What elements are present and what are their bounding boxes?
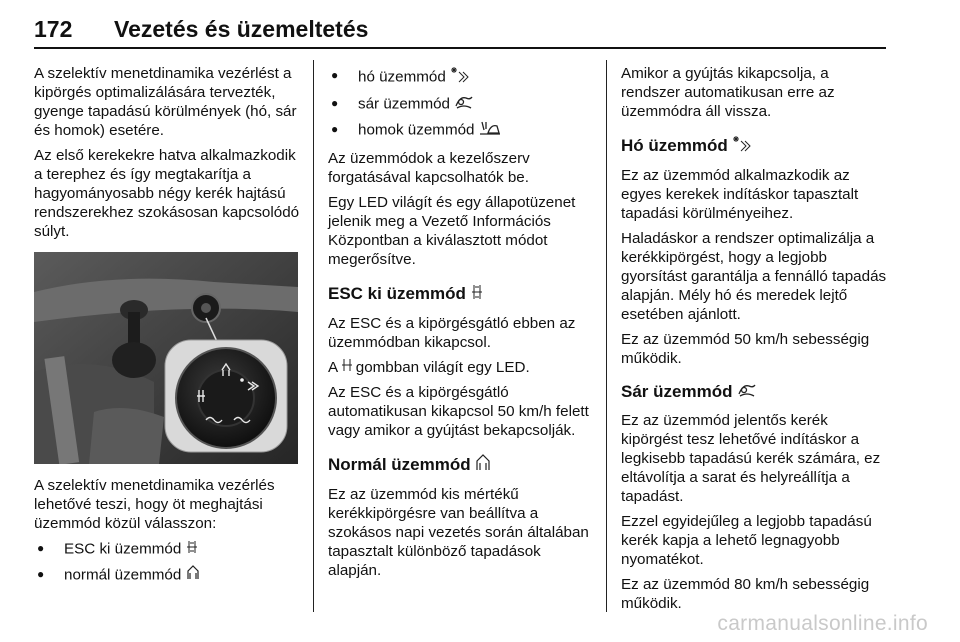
ignition-paragraph: Amikor a gyújtás kikapcsolja, a rendszer automatikusan erre az üzemmódra áll vissza. [621,65,835,120]
modes-knob-paragraph: Az üzemmódok a kezelőszerv forgatásával kapcsolhatók be. [328,150,530,186]
snow-mode-paragraph-3: Ez az üzemmód 50 km/h sebességig működik. [621,331,870,367]
normal-mode-heading: Normál üzemmód [328,454,594,477]
normal-mode-icon [186,565,200,586]
five-modes-paragraph: A szelektív menetdinamika vezérlés lehetővé teszi, hogy öt meghajtási üzemmód közül válasszon: [34,477,275,532]
snow-mode-icon [732,135,752,158]
mud-mode-heading: Sár üzemmód [621,382,889,403]
esc-off-paragraph-2: A gombban világít egy LED. [328,359,530,376]
column-divider-1 [313,60,314,612]
mud-mode-icon [454,94,474,115]
esc-off-icon [186,539,198,560]
column-3 [621,64,889,619]
mode-list-1 [34,539,302,586]
esc-off-heading: ESC ki üzemmód [328,283,594,306]
front-wheels-paragraph: Az első kerekekre hatva alkalmazkodik a terephez és így megtakarítja a hagyományosabb négy kerék hajtású rendszerekhez szokásosan kapcsolódó súlyt. [34,147,300,240]
column-2 [328,64,594,586]
snow-mode-paragraph-1: Ez az üzemmód alkalmazkodik az egyes kerekek indításkor tapasztalt tapadási körülményeihez. [621,167,859,222]
led-message-paragraph: Egy LED világít és egy állapotüzenet jelenik meg a Vezető Információs Központban a kiválasztott módot megerősítve. [328,194,576,268]
sand-mode-icon [479,120,501,141]
drive-mode-selector-photo [34,252,298,464]
list-item: ● homok üzemmód [328,120,594,141]
mode-list-2 [328,66,594,141]
normal-mode-paragraph: Ez az üzemmód kis mértékű kerékkipörgésre van beállítva a szokásos napi vezetés során általában tapasztalt különböző tapadások alapján. [328,486,589,580]
esc-off-icon [342,358,352,377]
list-item: ● hó üzemmód [328,66,594,89]
page-number: 172 [34,16,73,42]
mud-mode-paragraph-3: Ez az üzemmód 80 km/h sebességig működik. [621,576,870,613]
header-rule [34,47,886,49]
list-item: ● sár üzemmód [328,94,594,115]
snow-mode-icon [450,66,470,89]
mud-mode-paragraph-1: Ez az üzemmód jelentős kerék kipörgést tesz lehetővé indításkor a legkisebb tapadású kerék számára, ez eltávolítja a sarat és helyreállítja a tapadást. [621,412,881,506]
intro-paragraph: A szelektív menetdinamika vezérlést a kipörgés optimalizálására tervezték, gyenge tapadású körülmények (hó, sár és homok) esetére. [34,65,297,139]
column-1 [34,64,302,594]
watermark: carmanualsonline.info [717,612,928,635]
esc-off-paragraph-1: Az ESC és a kipörgésgátló ebben az üzemmódban kikapcsol. [328,315,576,351]
mud-mode-paragraph-2: Ezzel egyidejűleg a legjobb tapadású kerék kapja a lehető legnagyobb nyomatékot. [621,513,872,569]
esc-off-paragraph-3: Az ESC és a kipörgésgátló automatikusan kikapcsol 50 km/h felett vagy amikor a gyújtást bekapcsolják. [328,384,589,440]
list-item: ● ESC ki üzemmód [34,539,302,560]
esc-off-icon [471,283,483,306]
mud-mode-icon [737,382,757,403]
chapter-title: Vezetés és üzemeltetés [114,16,369,42]
snow-mode-paragraph-2: Haladáskor a rendszer optimalizálja a kerékkipörgést, hogy a legjobb gyorsítást garantálja a fennálló tapadás alapján. Mély hó és meredek lejtő esetében ajánlott. [621,230,887,323]
snow-mode-heading: Hó üzemmód [621,135,889,158]
list-item: ● normál üzemmód [34,565,302,586]
page-header [34,16,886,50]
column-divider-2 [606,60,607,612]
normal-mode-icon [475,454,491,477]
